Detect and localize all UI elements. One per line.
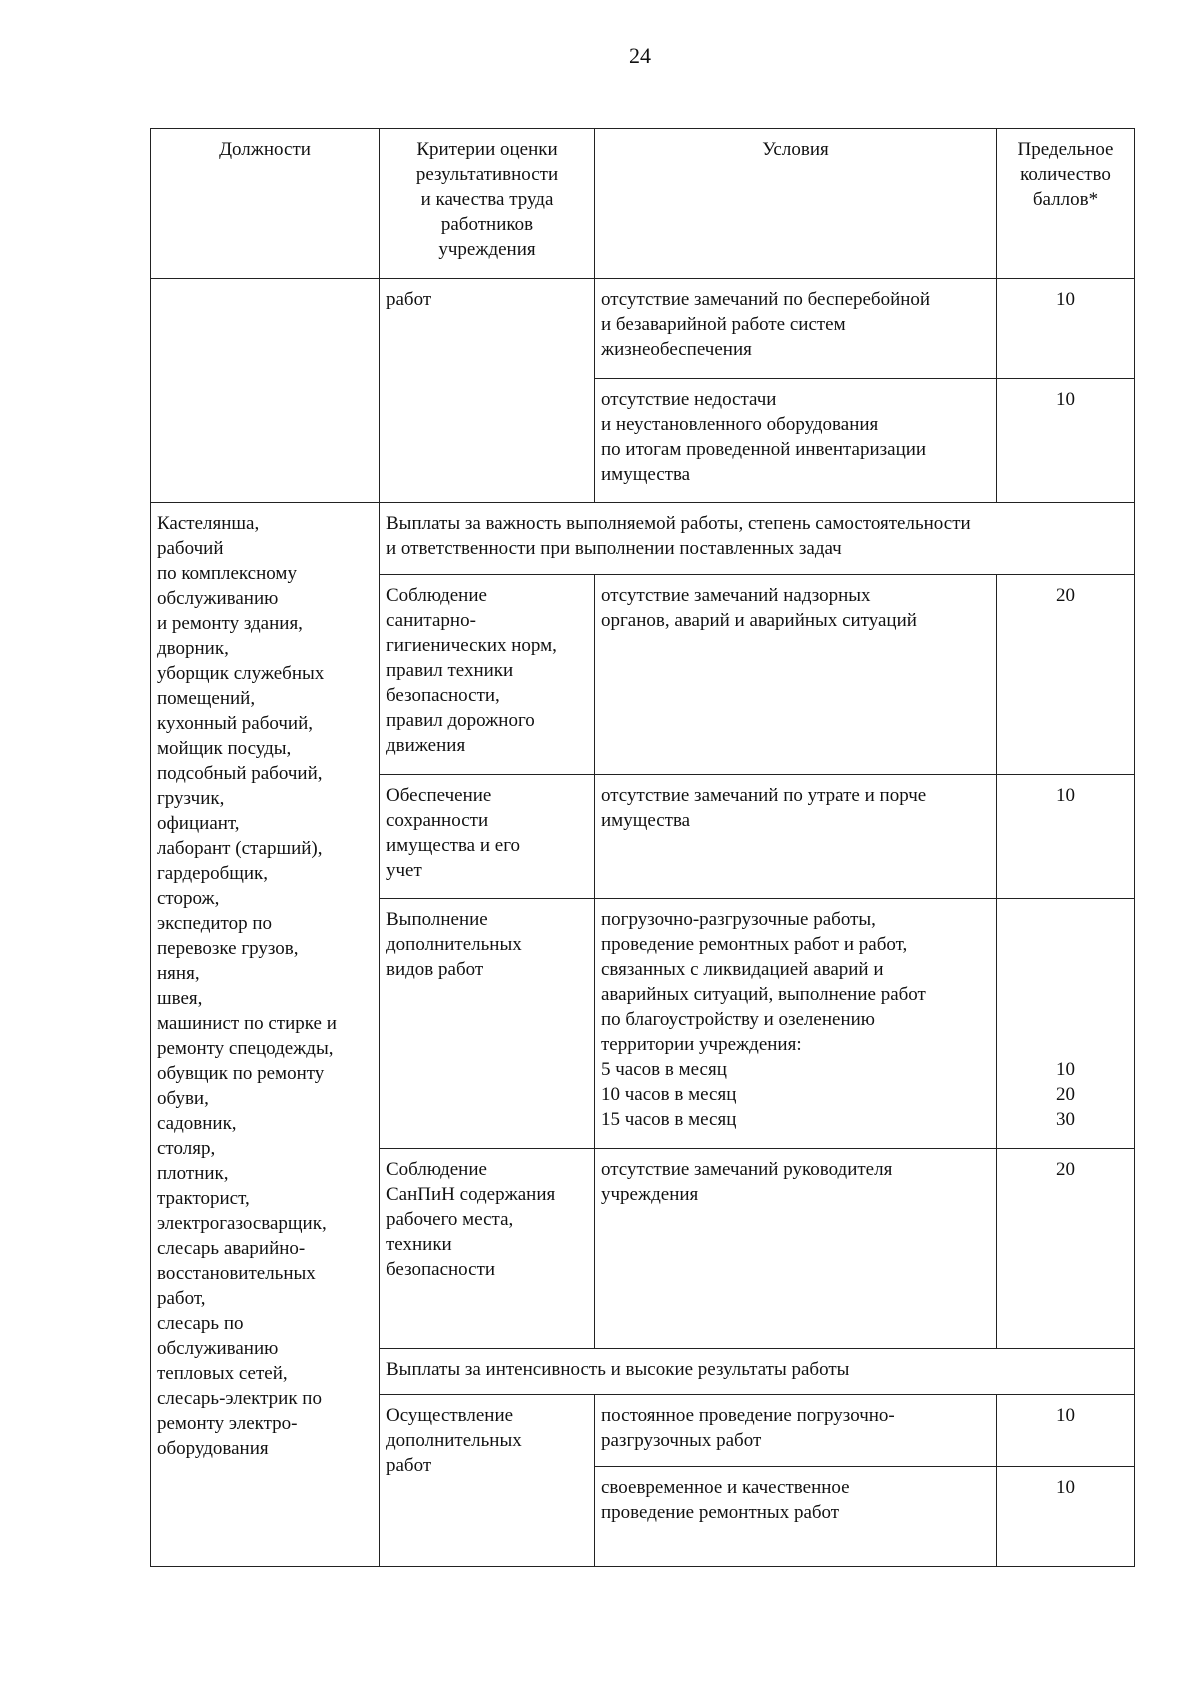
section-row: [151, 503, 1135, 575]
position-item: мойщик посуды,: [157, 738, 292, 759]
position-item: обслуживанию: [157, 1338, 279, 1359]
criterion-cell: Соблюдение санитарно- гигиенических норм, правил техники безопасности, правил дорожного движения: [380, 575, 595, 775]
position-item: электрогазосварщик,: [157, 1213, 327, 1234]
criterion-cell: Выполнение дополнительных видов работ: [380, 899, 595, 1149]
sub-item-points: 10: [1056, 1059, 1075, 1080]
position-item: гардеробщик,: [157, 863, 269, 884]
position-item: обуви,: [157, 1088, 209, 1109]
condition-cell: постоянное проведение погрузочно- разгрузочных работ: [595, 1395, 997, 1467]
position-item: обувщик по ремонту: [157, 1063, 325, 1084]
position-item: слесарь-электрик по: [157, 1388, 322, 1409]
position-item: перевозке грузов,: [157, 938, 299, 959]
sub-item-label: 10 часов в месяц: [601, 1084, 737, 1105]
position-item: сторож,: [157, 888, 220, 909]
position-item: обслуживанию: [157, 588, 279, 609]
position-item: столяр,: [157, 1138, 216, 1159]
condition-cell: отсутствие замечаний руководителя учреждения: [595, 1149, 997, 1349]
condition-cell: погрузочно-разгрузочные работы, проведение ремонтных работ и работ, связанных с ликвидацией аварий и аварийных ситуаций, выполнение работ по благоустройству и озеленению территории учреждения: 5 часов в месяц 10 часов в месяц 15 часов в месяц: [595, 899, 997, 1149]
table-row: [151, 279, 1135, 379]
position-item: Кастелянша,: [157, 513, 260, 534]
criteria-table: [150, 128, 1135, 1567]
position-item: рабочий: [157, 538, 224, 559]
positions-list-cell: [151, 503, 380, 1567]
position-item: работ,: [157, 1288, 206, 1309]
position-cell-empty: [151, 279, 380, 503]
position-item: тепловых сетей,: [157, 1363, 288, 1384]
position-item: дворник,: [157, 638, 229, 659]
criterion-cell: работ: [380, 279, 595, 503]
section-title: Выплаты за интенсивность и высокие результаты работы: [380, 1349, 1135, 1395]
header-criteria: Критерии оценки результативности и качества труда работников учреждения: [380, 129, 595, 279]
points-cell: 10: [997, 379, 1135, 503]
position-item: няня,: [157, 963, 200, 984]
header-position: Должности: [151, 129, 380, 279]
position-item: официант,: [157, 813, 240, 834]
condition-cell: своевременное и качественное проведение ремонтных работ: [595, 1467, 997, 1567]
header-max-points: Предельное количество баллов*: [997, 129, 1135, 279]
condition-cell: отсутствие замечаний по бесперебойной и безаварийной работе систем жизнеобеспечения: [595, 279, 997, 379]
page-number: 24: [629, 43, 651, 68]
condition-cell: отсутствие замечаний по утрате и порче имущества: [595, 775, 997, 899]
position-item: и ремонту здания,: [157, 613, 303, 634]
points-cell: 10: [997, 1395, 1135, 1467]
criterion-cell: Обеспечение сохранности имущества и его учет: [380, 775, 595, 899]
position-item: экспедитор по: [157, 913, 273, 934]
position-item: подсобный рабочий,: [157, 763, 323, 784]
position-item: тракторист,: [157, 1188, 250, 1209]
criterion-cell: Соблюдение СанПиН содержания рабочего места, техники безопасности: [380, 1149, 595, 1349]
position-item: грузчик,: [157, 788, 225, 809]
header-row: [151, 129, 1135, 279]
condition-cell: отсутствие замечаний надзорных органов, аварий и аварийных ситуаций: [595, 575, 997, 775]
points-cell: 20: [997, 575, 1135, 775]
position-item: машинист по стирке и: [157, 1013, 337, 1034]
position-item: восстановительных: [157, 1263, 316, 1284]
sub-item-points: 30: [1056, 1109, 1075, 1130]
position-item: по комплексному: [157, 563, 297, 584]
position-item: швея,: [157, 988, 203, 1009]
points-cell: 10: [997, 775, 1135, 899]
position-item: оборудования: [157, 1438, 269, 1459]
position-item: помещений,: [157, 688, 256, 709]
position-item: слесарь по: [157, 1313, 244, 1334]
position-item: ремонту спецодежды,: [157, 1038, 334, 1059]
points-cell: 10: [997, 279, 1135, 379]
points-cell: 20: [997, 1149, 1135, 1349]
position-item: ремонту электро-: [157, 1413, 298, 1434]
condition-cell: отсутствие недостачи и неустановленного оборудования по итогам проведенной инвентаризации имущества: [595, 379, 997, 503]
sub-item-label: 15 часов в месяц: [601, 1109, 737, 1130]
position-item: плотник,: [157, 1163, 229, 1184]
sub-item-label: 5 часов в месяц: [601, 1059, 727, 1080]
position-item: слесарь аварийно-: [157, 1238, 306, 1259]
position-item: уборщик служебных: [157, 663, 325, 684]
position-item: садовник,: [157, 1113, 237, 1134]
header-conditions: Условия: [595, 129, 997, 279]
sub-item-points: 20: [1056, 1084, 1075, 1105]
criterion-cell: Осуществление дополнительных работ: [380, 1395, 595, 1567]
section-title: Выплаты за важность выполняемой работы, степень самостоятельности и ответственности при выполнении поставленных задач: [380, 503, 1135, 575]
points-cell: [997, 899, 1135, 1149]
points-cell: 10: [997, 1467, 1135, 1567]
position-item: кухонный рабочий,: [157, 713, 314, 734]
position-item: лаборант (старший),: [157, 838, 323, 859]
